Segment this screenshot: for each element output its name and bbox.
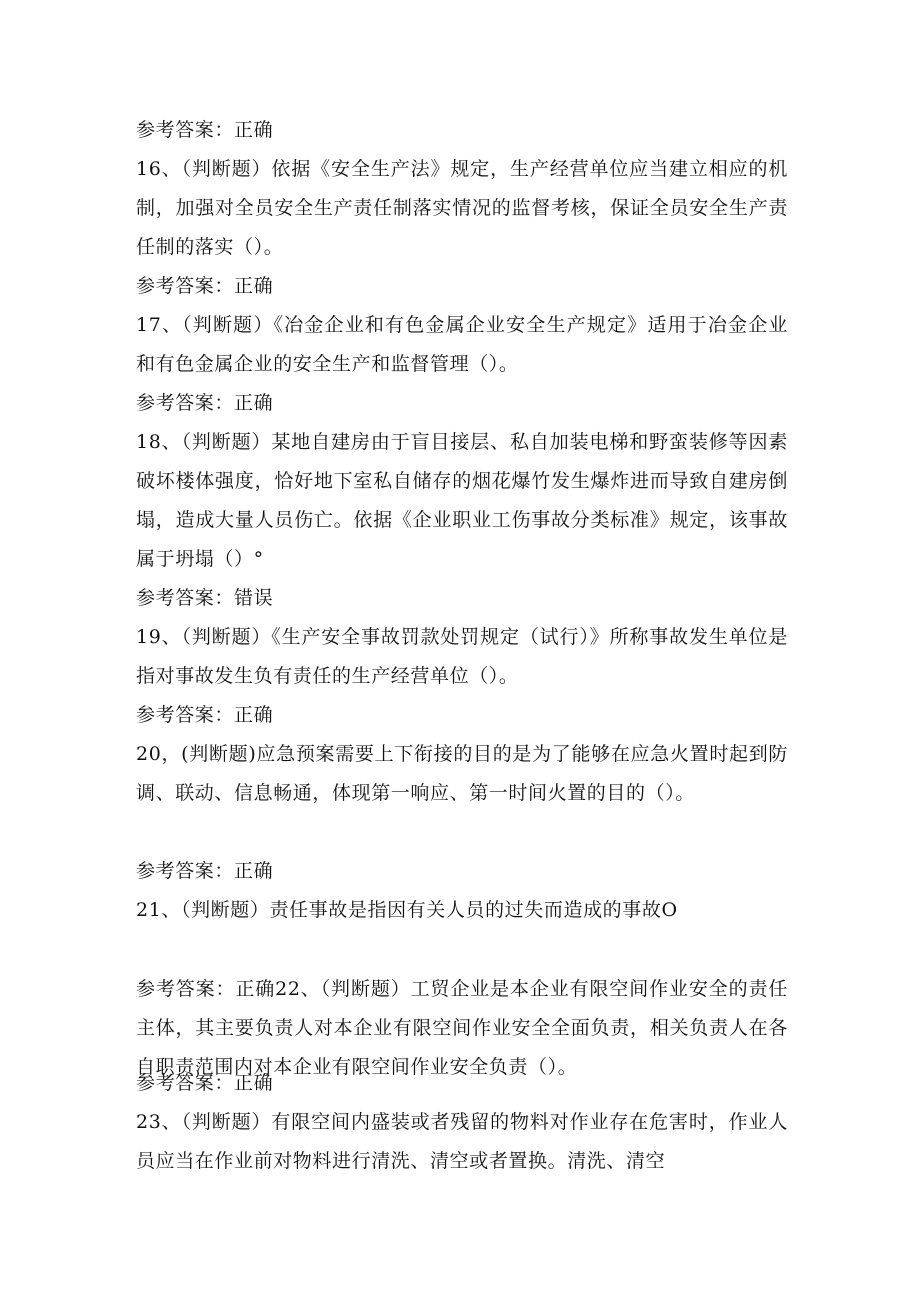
question-22: 参考答案：正确22、（判断题）工贸企业是本企业有限空间作业安全的责任主体，其主要负责人对本企业有限空间作业安全全面负责，相关负责人在各自职责范围内对本企业有限空间作业安全负责（）。: [136, 978, 788, 1078]
answer-22: 参考答案：正确: [136, 1072, 274, 1094]
question-23: 23、（判断题）有限空间内盛装或者残留的物料对作业存在危害时，作业人员应当在作业前对物料进行清洗、清空或者置换。清洗、清空: [136, 1111, 788, 1172]
question-19: 19、（判断题）《生产安全事故罚款处罚规定（试行）》所称事故发生单位是指对事故发生负有责任的生产经营单位（）。: [136, 626, 788, 687]
question-16: 16、（判断题）依据《安全生产法》规定，生产经营单位应当建立相应的机制，加强对全员安全生产责任制落实情况的监督考核，保证全员安全生产责任制的落实（）。: [136, 158, 788, 258]
answer-18: 参考答案：错误: [136, 587, 274, 609]
answer-19: 参考答案：正确: [136, 704, 274, 726]
answer-17: 参考答案：正确: [136, 392, 274, 414]
answer-20: 参考答案：正确: [136, 860, 274, 882]
question-21: 21、（判断题）责任事故是指因有关人员的过失而造成的事故O: [136, 899, 678, 921]
answer-16: 参考答案：正确: [136, 275, 274, 297]
question-18: 18、（判断题）某地自建房由于盲目接层、私自加装电梯和野蛮装修等因素破坏楼体强度，恰好地下室私自储存的烟花爆竹发生爆炸进而导致自建房倒塌，造成大量人员伤亡。依据《企业职业工伤事故分类标准》规定，该事故属于坍塌（）°: [136, 431, 788, 570]
answer-top: 参考答案：正确: [136, 119, 274, 141]
question-17: 17、（判断题）《冶金企业和有色金属企业安全生产规定》适用于冶金企业和有色金属企业的安全生产和监督管理（）。: [136, 314, 788, 375]
question-20: 20，(判断题)应急预案需要上下衔接的目的是为了能够在应急火置时起到防调、联动、信息畅通，体现第一响应、第一时间火置的目的（）。: [136, 743, 788, 804]
